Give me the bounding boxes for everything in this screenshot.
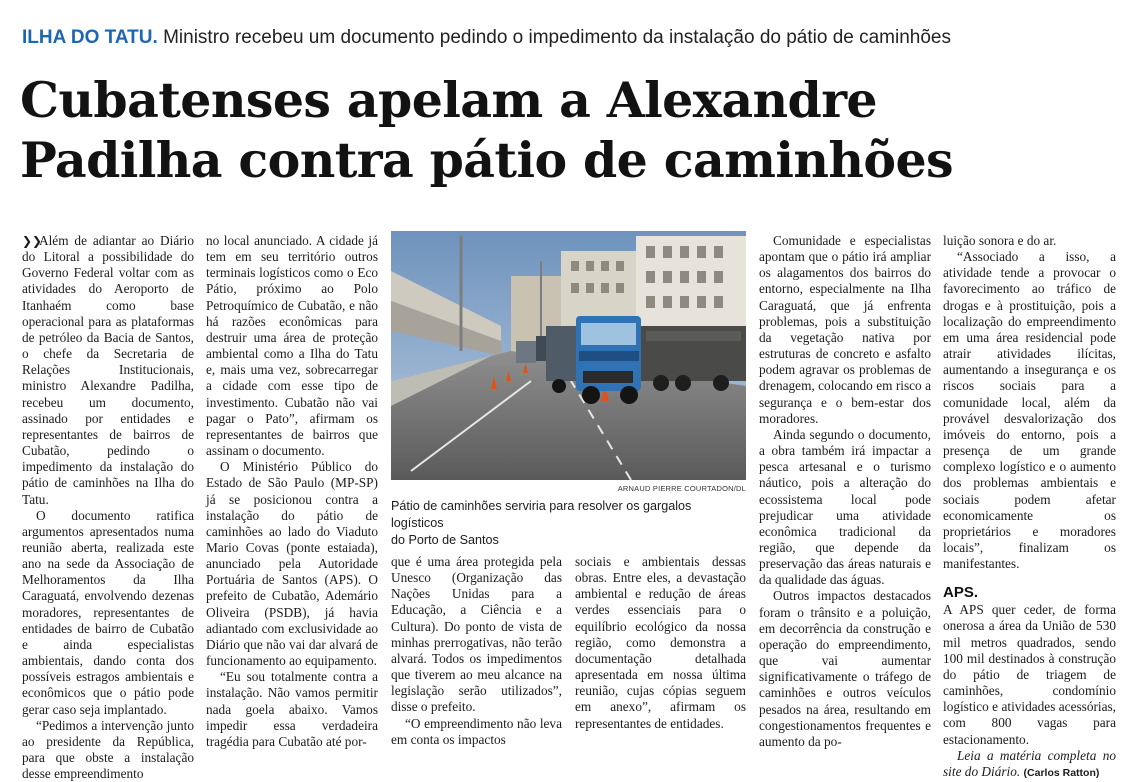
article-paragraph: “O empreendimento não leva em conta os impactos [391,715,562,747]
article-column-5 [759,233,931,750]
photo-caption-line-1: Pátio de caminhões serviria para resolver os gargalos logísticos [391,499,692,530]
article-paragraph: “Eu sou totalmente contra a instalação. Não vamos permitir nada goela abaixo. Vamos impedir essa verdadeira tragédia para Cubatão até por- [206,669,378,749]
read-more-note: Leia a matéria completa no site do Diário. [943,747,1116,779]
article-paragraph: A APS quer ceder, de forma onerosa a área da União de 530 mil metros quadrados, sendo 100 mil destinados à construção do pátio de triagem de caminhões, condomínio logístico e atividades acessórias, com 800 vagas para estacionamento. [943,602,1116,747]
news-photo-truck-yard [391,231,746,480]
article-paragraph [22,233,194,508]
kicker-tag: ILHA DO TATU. [22,27,158,48]
article-column-1 [22,233,194,782]
author-credit: (Carlos Ratton) [1023,766,1100,779]
article-paragraph: Ainda segundo o documento, a obra também irá impactar a pesca artesanal e o turismo náutico, pois a alteração do ecossistema local pode prejudicar uma atividade econômica tradicional da região, que depende da preservação das áreas naturais e da qualidade das águas. [759,426,931,588]
article-column-4 [575,554,746,732]
article-paragraph: que é uma área protegida pela Unesco (Organização das Nações Unidas para a Educação, a Ciência e a Cultura). Do ponto de vista de minhas prerrogativas, não terão alvará. Todos os impedimentos que tiverem ao meu alcance na legislação serão utilizados”, disse o prefeito. [391,554,562,715]
headline [20,70,1120,190]
article-paragraph: O Ministério Público do Estado de São Paulo (MP-SP) já se posicionou contra a instalação do pátio de caminhões ao lado do Viaduto Mario Covas (ponte estaiada), anunciado pela Autoridade Portuária de Santos (APS). O prefeito de Cubatão, Ademário Oliveira (PSDB), já havia adiantado com exclusividade ao Diário que não vai dar alvará de funcionamento ao equipamento. [206,459,378,669]
article-column-3 [391,554,562,748]
section-heading-aps: APS. [943,584,979,602]
chevron-right-icon: ❯❯ [22,234,43,248]
lead-text: Além de adiantar ao Diário do Litoral a possibilidade do Governo Federal voltar com as atividades do Aeroporto de Itanhaém como base operacional para as plataformas de petróleo da Bacia de Santos, o chefe da Secretaria de Relações Institucionais, ministro Alexandre Padilha, recebeu um documento, assinado por entidades e representantes de bairros de Cubatão, pedindo o impedimento da instalação do pátio de caminhões na Ilha do Tatu. [22,233,194,507]
article-paragraph: no local anunciado. A cidade já tem em seu território outros terminais logísticos como o Eco Pátio, próximo ao Polo Petroquímico de Cubatão, e não há razões econômicas para destruir uma área de proteção ambiental como a Ilha do Tatu e, mais uma vez, sobrecarregar a cidade com esse tipo de investimento. Cubatão não vai pagar o Pato”, afirmam os representantes de bairros que assinam o documento. [206,233,378,459]
kicker-subtitle: Ministro recebeu um documento pedindo o impedimento da instalação do pátio de caminhões [163,27,952,48]
article-paragraph: Outros impactos destacados foram o trânsito e a poluição, em decorrência da construção e operação do empreendimento, que vai aumentar significativamente o tráfego de caminhões e outros veículos pesados na área, resultando em congestionamentos frequentes e aumento da po- [759,588,931,749]
headline-line-1: Cubatenses apelam a Alexandre [20,71,877,129]
article-paragraph: “Pedimos a intervenção junto ao presidente da República, para que obste a instalação desse empreendimento [22,717,194,782]
article-paragraph: O documento ratifica argumentos apresentados numa reunião aberta, realizada este ano na sede da Associação de Melhoramentos da Ilha Caraguatá, envolvendo dezenas moradores, representantes de entidades de bairro de Cubatão e ainda especialistas ambientais, dando conta dos possíveis estragos ambientais e econômicos que o pátio pode gerar caso seja implantado. [22,507,194,717]
article-column-2 [206,233,378,750]
article-paragraph: “Associado a isso, a atividade tende a provocar o favorecimento ao tráfico de drogas e à prostituição, pois a localização do empreendimento em uma área residencial pode atrair atividades ilícitas, aumentando a insegurança e os riscos sociais para a comunidade local, além da provável desvalorização dos imóveis do entorno, pois a presença de um grande complexo logístico e o aumento dos problemas ambientais e sociais podem afetar economicamente os proprietários e moradores locais”, finalizam os manifestantes. [943,249,1116,572]
article-paragraph: sociais e ambientais dessas obras. Entre eles, a devastação ambiental e redução de áreas verdes essenciais para o equilíbrio ecológico da nossa região, como demonstra a documentação detalhada apresentada em nossa última reunião, cujas cópias seguem em anexo”, afirmam os representantes de entidades. [575,554,746,731]
article-paragraph: luição sonora e do ar. [943,233,1057,248]
photo-caption [391,498,746,549]
kicker [22,26,1122,50]
article-column-6 [943,233,1116,781]
article-paragraph: Comunidade e especialistas apontam que o pátio irá ampliar os alagamentos dos bairros do entorno, especialmente na Ilha Caraguatá, que já enfrenta problemas, pois a substituição da vegetação nativa por estruturas de concreto e asfalto podem agravar os problemas de drenagem, colocando em risco a segurança e o bem-estar dos moradores. [759,233,931,426]
photo-credit: ARNAUD PIERRE COURTADON/DL [617,484,746,493]
headline-line-2: Padilha contra pátio de caminhões [20,131,954,189]
article-closing [943,748,1116,781]
photo-caption-line-2: do Porto de Santos [391,533,499,547]
